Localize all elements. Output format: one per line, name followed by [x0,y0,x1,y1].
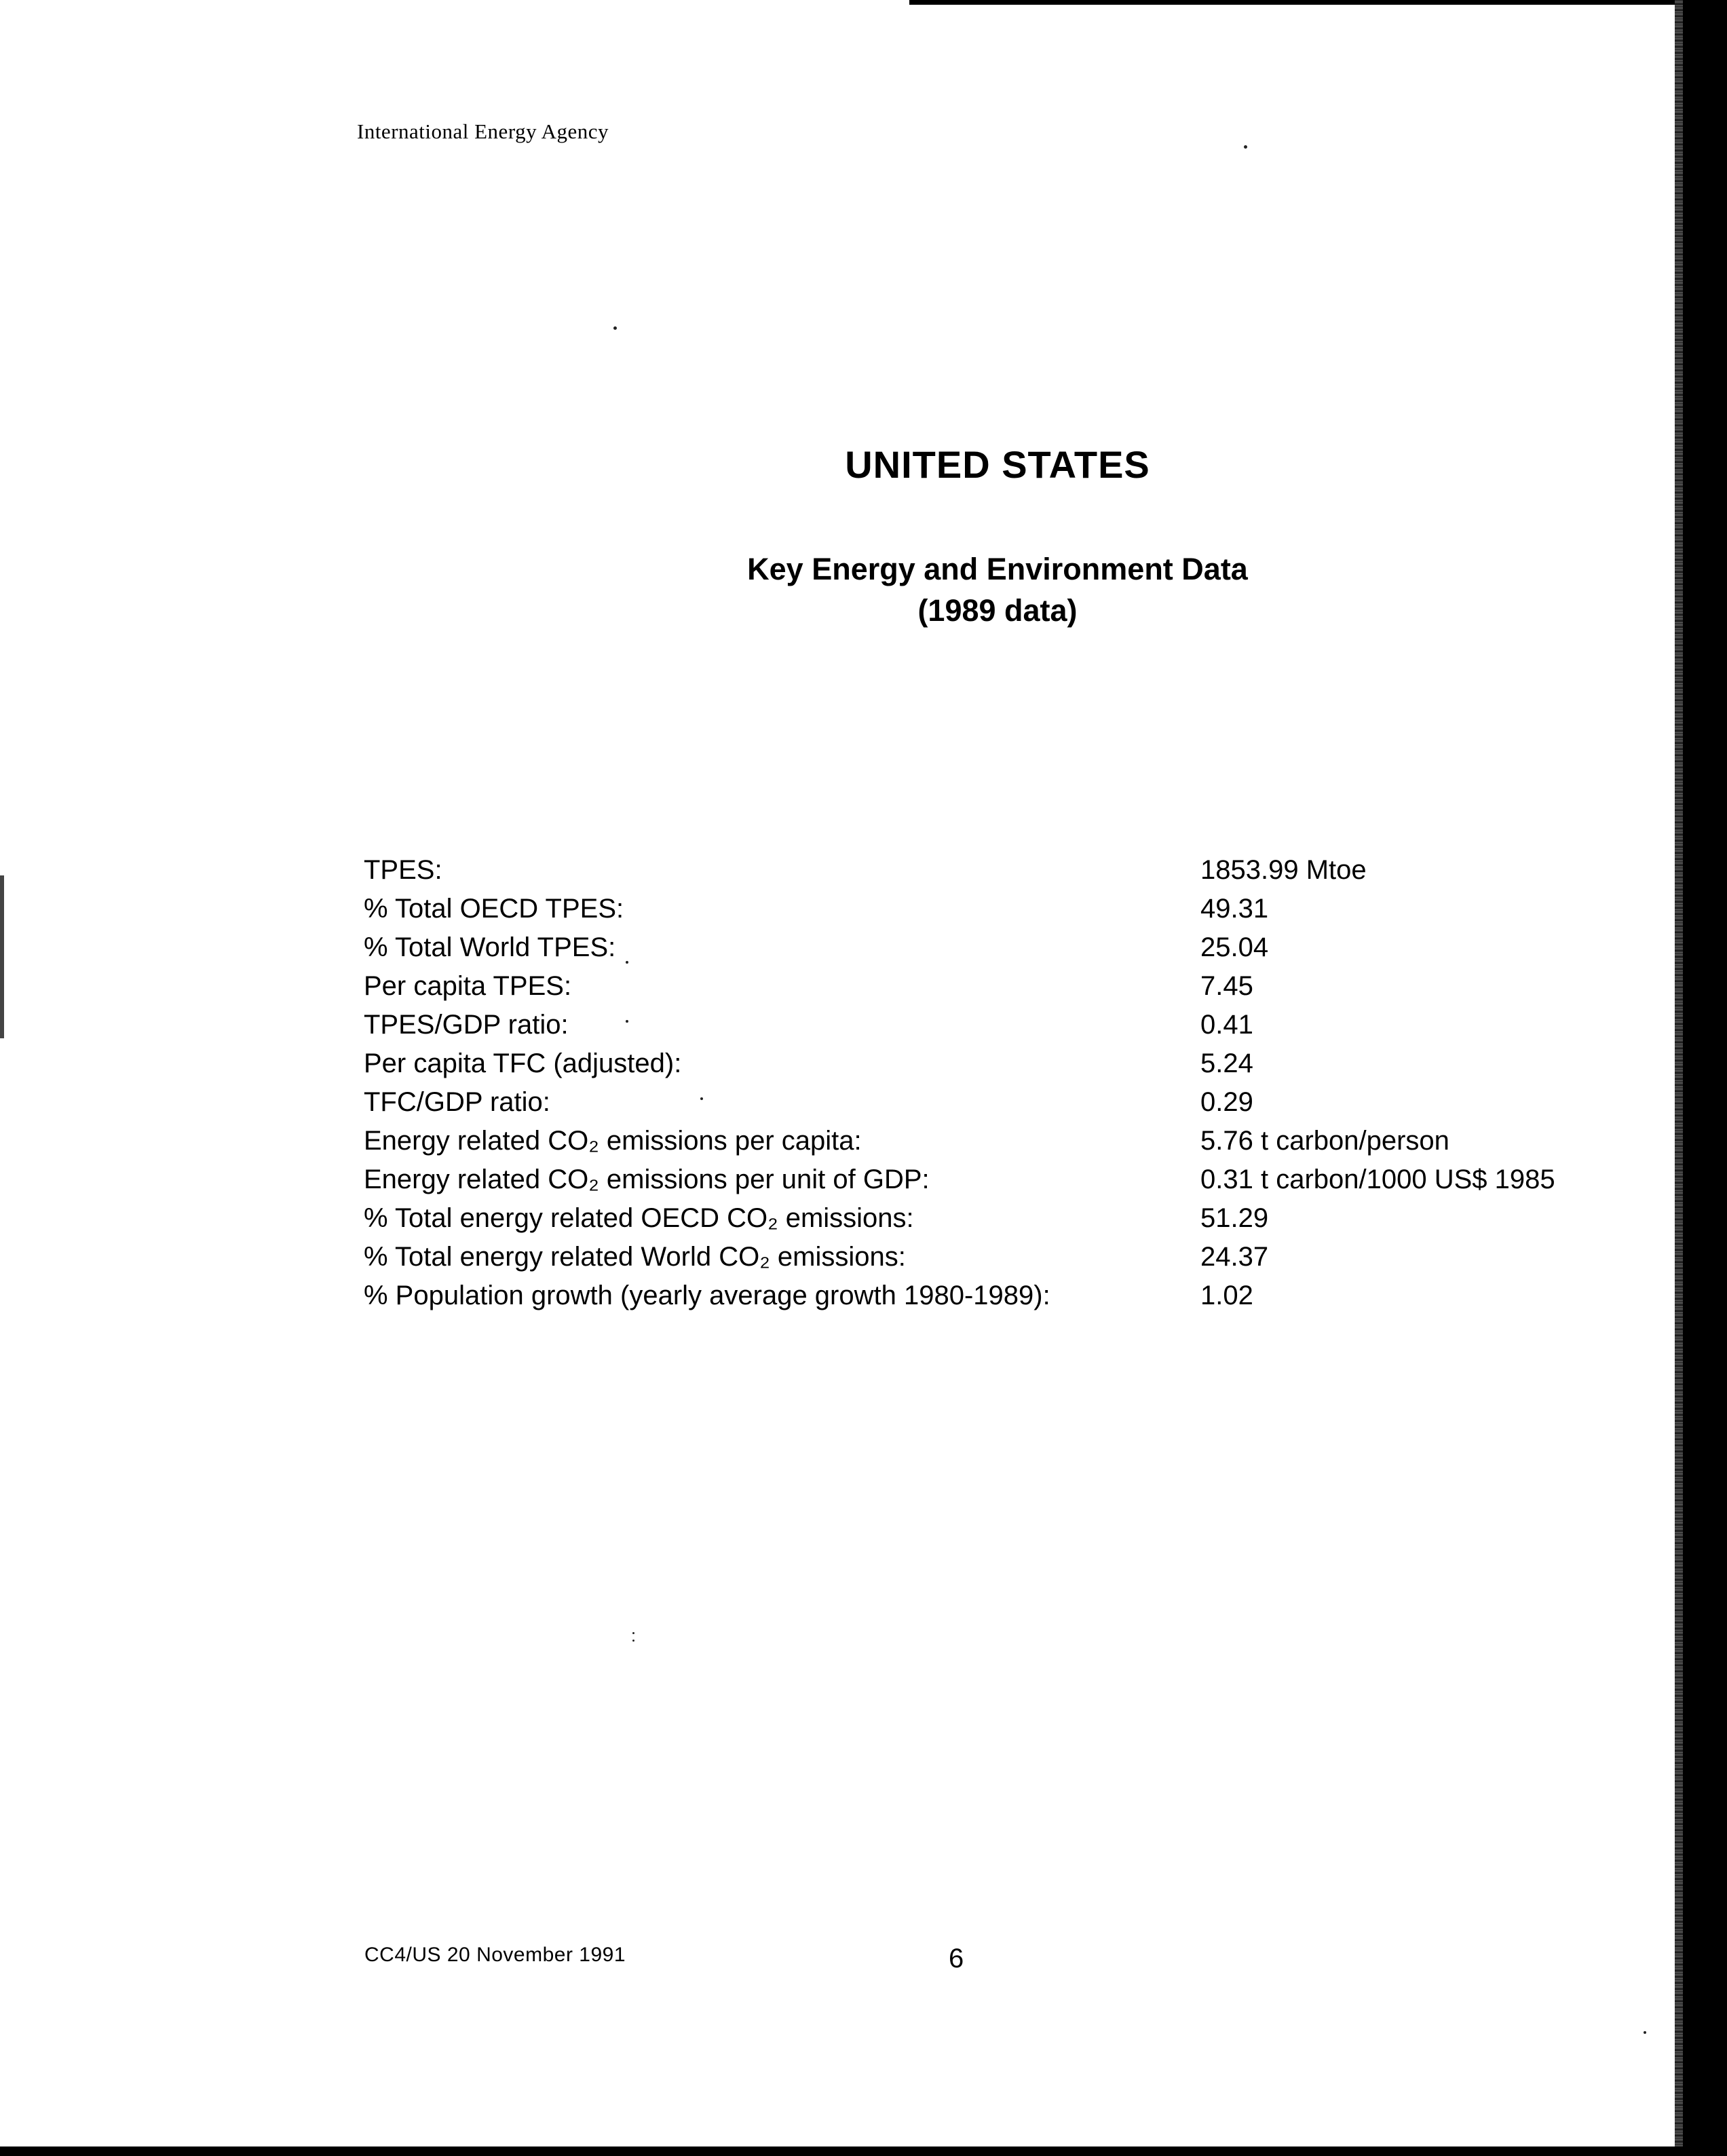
row-value: 5.76 t carbon/person [1200,1126,1449,1156]
row-value: 0.41 [1200,1010,1253,1040]
scan-speck [613,326,617,330]
subtitle-year: (1989 data) [917,593,1078,628]
row-value: 5.24 [1200,1048,1253,1078]
row-label: Per capita TFC (adjusted): [364,1048,682,1078]
row-label: Energy related CO₂ emissions per capita: [364,1126,862,1156]
row-label: % Total World TPES: [364,932,616,962]
document-reference: CC4/US 20 November 1991 [364,1944,626,1966]
scan-border-top [909,0,1683,5]
page-subtitle [0,548,1727,631]
row-value: 51.29 [1200,1203,1269,1233]
row-label: % Total energy related OECD CO₂ emissions: [364,1203,914,1233]
row-value: 1853.99 Mtoe [1200,855,1367,885]
scan-border-right [1683,0,1727,2156]
scan-speck [626,961,628,964]
subtitle-line: Key Energy and Environment Data [747,552,1248,586]
scan-border-left-mark [0,875,4,1038]
row-label: % Total energy related World CO₂ emissions: [364,1242,906,1272]
row-label: Per capita TPES: [364,971,572,1001]
row-value: 0.31 t carbon/1000 US$ 1985 [1200,1165,1555,1194]
row-label: TPES/GDP ratio: [364,1010,569,1040]
page-number: 6 [949,1944,964,1973]
row-label: % Population growth (yearly average growth 1980-1989): [364,1281,1050,1310]
scan-speck [626,1020,628,1023]
scan-speck [700,1097,703,1100]
scan-border-bottom [0,2146,1727,2156]
row-label: Energy related CO₂ emissions per unit of GDP: [364,1165,930,1194]
scan-speck [1644,2031,1646,2034]
scan-speck [632,1640,634,1642]
row-label: % Total OECD TPES: [364,894,624,924]
row-value: 49.31 [1200,894,1269,924]
scan-speck [632,1632,634,1634]
scan-speck [1244,145,1247,149]
row-value: 7.45 [1200,971,1253,1001]
row-label: TFC/GDP ratio: [364,1087,550,1117]
organization-header: International Energy Agency [357,119,609,143]
row-value: 0.29 [1200,1087,1253,1117]
row-label: TPES: [364,855,442,885]
page-title: UNITED STATES [845,443,1150,486]
row-value: 24.37 [1200,1242,1269,1272]
row-value: 25.04 [1200,932,1269,962]
row-value: 1.02 [1200,1281,1253,1310]
